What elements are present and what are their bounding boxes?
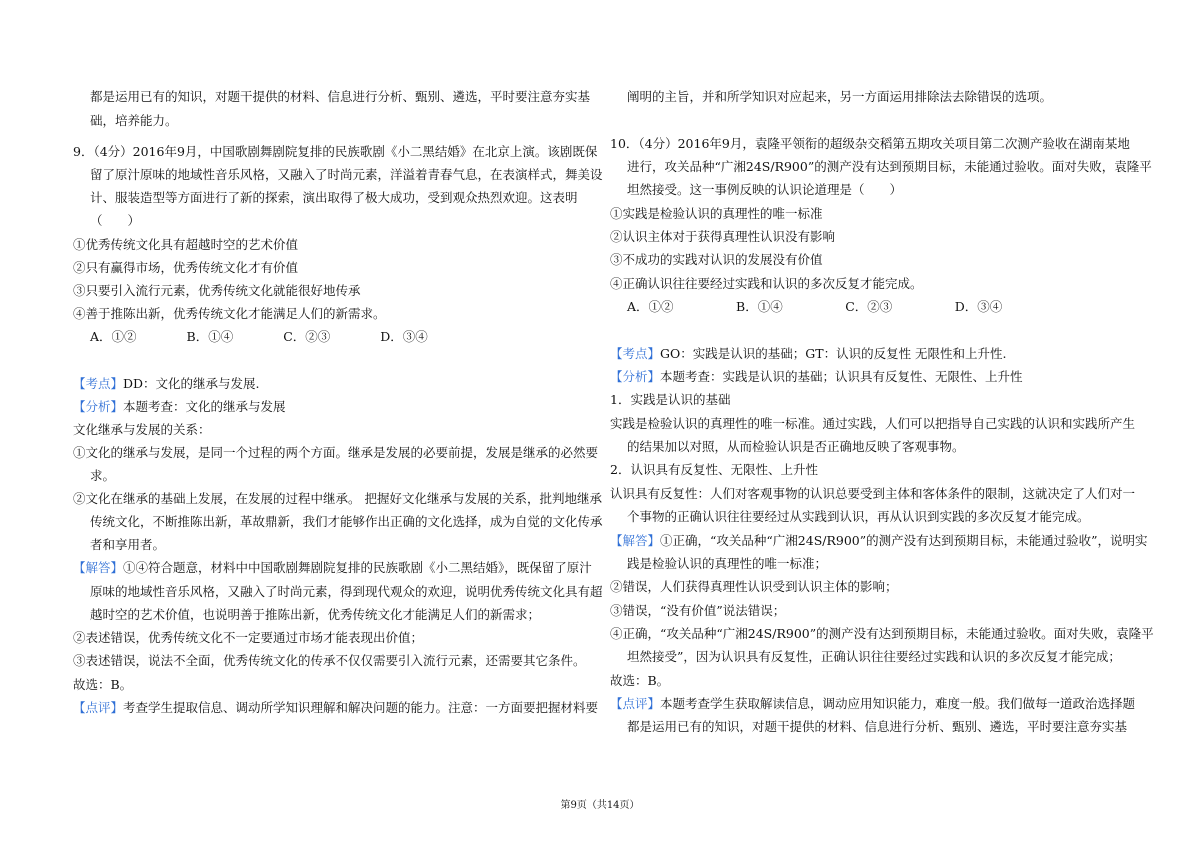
text-line bbox=[73, 144, 597, 160]
text-line bbox=[73, 260, 298, 276]
text-line bbox=[627, 649, 1121, 665]
line-text: ①正确，“攻关品种“广湘24S/R900”的测产没有达到预期目标，未能通过验收”，说明实 bbox=[660, 533, 1148, 548]
text-line bbox=[627, 509, 1090, 525]
text-line bbox=[627, 182, 902, 198]
line-text: A．①② B．①④ C．②③ D．③④ bbox=[90, 329, 428, 344]
text-line bbox=[610, 486, 1135, 502]
text-line bbox=[90, 113, 178, 129]
section-tag: 【分析】 bbox=[73, 399, 124, 414]
line-text: 本题考查：文化的继承与发展 bbox=[123, 399, 286, 414]
line-text: 考查学生提取信息、调动所学知识理解和解决问题的能力。注意：一方面要把握材料要 bbox=[123, 700, 599, 715]
line-text: ④正确认识往往要经过实践和认识的多次反复才能完成。 bbox=[610, 276, 923, 291]
text-line bbox=[90, 514, 603, 530]
text-line bbox=[90, 213, 140, 229]
line-text: ③只要引入流行元素，优秀传统文化就能很好地传承 bbox=[73, 283, 361, 298]
line-text: 故选：B。 bbox=[610, 673, 670, 688]
text-line bbox=[610, 229, 835, 245]
text-line bbox=[610, 696, 1135, 712]
line-text: 原味的地域性音乐风格，又融入了时尚元素，得到现代观众的欢迎，说明优秀传统文化具有超 bbox=[90, 584, 603, 599]
line-text: 求。 bbox=[90, 468, 116, 483]
text-line bbox=[610, 416, 1135, 432]
line-text: 2．认识具有反复性、无限性、上升性 bbox=[610, 462, 818, 477]
text-line bbox=[610, 462, 818, 478]
text-line bbox=[627, 719, 1127, 735]
line-text: ①④符合题意，材料中中国歌剧舞剧院复排的民族歌剧《小二黑结婚》，既保留了原汁 bbox=[123, 560, 592, 575]
line-text: 坦然接受”，因为认识具有反复性，正确认识往往要经过实践和认识的多次反复才能完成； bbox=[627, 649, 1121, 664]
text-line bbox=[73, 653, 586, 669]
line-text: A．①② B．①④ C．②③ D．③④ bbox=[627, 299, 1003, 314]
line-text: 10．（4分）2016年9月，袁隆平领衔的超级杂交稻第五期攻关项目第二次测产验收在湖南某地 bbox=[610, 136, 1130, 151]
line-text: 践是检验认识的真理性的唯一标准； bbox=[627, 556, 828, 571]
line-text: 认识具有反复性：人们对客观事物的认识总要受到主体和客体条件的限制，这就决定了人们对一 bbox=[610, 486, 1136, 501]
text-line bbox=[627, 159, 1152, 175]
line-text: 进行，攻关品种“广湘24S/R900”的测产没有达到预期目标，未能通过验收。面对失败，袁隆平 bbox=[627, 159, 1152, 174]
line-text: ①优秀传统文化具有超越时空的艺术价值 bbox=[73, 237, 299, 252]
line-text: 留了原汁原味的地域性音乐风格，又融入了时尚元素，洋溢着青春气息，在表演样式，舞美设 bbox=[90, 167, 603, 182]
text-line bbox=[73, 283, 361, 299]
section-tag: 【解答】 bbox=[73, 560, 124, 575]
text-line bbox=[627, 299, 1002, 315]
text-line bbox=[90, 468, 115, 484]
text-line bbox=[73, 399, 286, 415]
section-tag: 【考点】 bbox=[73, 376, 124, 391]
line-text: ②只有赢得市场，优秀传统文化才有价值 bbox=[73, 260, 299, 275]
line-text: 者和享用者。 bbox=[90, 537, 166, 552]
text-line bbox=[73, 376, 260, 392]
text-line bbox=[610, 252, 823, 268]
text-line bbox=[610, 579, 898, 595]
line-text: 础，培养能力。 bbox=[90, 113, 178, 128]
section-tag: 【点评】 bbox=[610, 696, 661, 711]
text-line bbox=[73, 422, 211, 438]
text-line bbox=[627, 439, 965, 455]
text-line bbox=[610, 276, 923, 292]
line-text: 本题考查：实践是认识的基础；认识具有反复性、无限性、上升性 bbox=[660, 369, 1023, 384]
text-line bbox=[90, 607, 540, 623]
text-line bbox=[610, 533, 1148, 549]
line-text: ③表述错误，说法不全面，优秀传统文化的传承不仅仅需要引入流行元素，还需要其它条件。 bbox=[73, 653, 586, 668]
line-text: ②错误，人们获得真理性认识受到认识主体的影响； bbox=[610, 579, 898, 594]
line-text: 本题考查学生获取解读信息，调动应用知识能力，难度一般。我们做每一道政治选择题 bbox=[660, 696, 1136, 711]
text-line bbox=[90, 537, 165, 553]
line-text: 1．实践是认识的基础 bbox=[610, 392, 731, 407]
text-line bbox=[90, 329, 428, 345]
line-text: 都是运用已有的知识，对题干提供的材料、信息进行分析、甄别、遴选，平时要注意夯实基 bbox=[90, 89, 591, 104]
line-text: 计、服装造型等方面进行了新的探索，演出取得了极大成功，受到观众热烈欢迎。这表明 bbox=[90, 190, 578, 205]
line-text: 传统文化，不断推陈出新，革故鼎新，我们才能够作出正确的文化选择，成为自觉的文化传承 bbox=[90, 514, 603, 529]
line-text: 的结果加以对照，从而检验认识是否正确地反映了客观事物。 bbox=[627, 439, 965, 454]
section-tag: 【考点】 bbox=[610, 346, 661, 361]
section-tag: 【解答】 bbox=[610, 533, 661, 548]
text-line bbox=[73, 630, 423, 646]
line-text: ②文化在继承的基础上发展，在发展的过程中继承。 把握好文化继承与发展的关系，批判地继承 bbox=[73, 491, 602, 506]
text-line bbox=[610, 392, 730, 408]
line-text: DD：文化的继承与发展. bbox=[123, 376, 260, 391]
line-text: 都是运用已有的知识，对题干提供的材料、信息进行分析、甄别、遴选，平时要注意夯实基 bbox=[627, 719, 1128, 734]
text-line bbox=[610, 626, 1154, 642]
text-line bbox=[73, 306, 386, 322]
line-text: 9．（4分）2016年9月，中国歌剧舞剧院复排的民族歌剧《小二黑结婚》在北京上演。该剧既保 bbox=[73, 144, 598, 159]
text-line bbox=[73, 700, 598, 716]
line-text: ④善于推陈出新，优秀传统文化才能满足人们的新需求。 bbox=[73, 306, 386, 321]
line-text: 个事物的正确认识往往要经过从实践到认识，再从认识到实践的多次反复才能完成。 bbox=[627, 509, 1090, 524]
line-text: ③错误，“没有价值”说法错误； bbox=[610, 603, 786, 618]
section-tag: 【分析】 bbox=[610, 369, 661, 384]
line-text: 越时空的艺术价值，也说明善于推陈出新，优秀传统文化才能满足人们的新需求； bbox=[90, 607, 541, 622]
text-line bbox=[610, 369, 1023, 385]
line-text: ①实践是检验认识的真理性的唯一标准 bbox=[610, 206, 823, 221]
line-text: 文化继承与发展的关系： bbox=[73, 422, 211, 437]
page-footer: 第9页（共14页） bbox=[560, 800, 640, 811]
text-line bbox=[73, 677, 132, 693]
line-text: ②表述错误，优秀传统文化不一定要通过市场才能表现出价值； bbox=[73, 630, 424, 645]
line-text: GO：实践是认识的基础；GT：认识的反复性 无限性和上升性. bbox=[660, 346, 1007, 361]
text-line bbox=[610, 346, 1007, 362]
text-line bbox=[73, 560, 592, 576]
text-line bbox=[90, 167, 603, 183]
section-tag: 【点评】 bbox=[73, 700, 124, 715]
line-text: （ ） bbox=[90, 213, 141, 228]
line-text: 实践是检验认识的真理性的唯一标准。通过实践，人们可以把指导自己实践的认识和实践所产生 bbox=[610, 416, 1136, 431]
text-line bbox=[610, 673, 669, 689]
line-text: 阐明的主旨，并和所学知识对应起来，另一方面运用排除法去除错误的选项。 bbox=[627, 89, 1053, 104]
line-text: ②认识主体对于获得真理性认识没有影响 bbox=[610, 229, 836, 244]
line-text: ④正确，“攻关品种“广湘24S/R900”的测产没有达到预期目标，未能通过验收。面对失败，袁隆平 bbox=[610, 626, 1154, 641]
text-line bbox=[73, 491, 602, 507]
line-text: ③不成功的实践对认识的发展没有价值 bbox=[610, 252, 823, 267]
text-line bbox=[610, 136, 1130, 152]
text-line bbox=[90, 584, 603, 600]
text-line bbox=[90, 190, 578, 206]
text-line bbox=[610, 603, 785, 619]
text-line bbox=[610, 206, 823, 222]
text-line bbox=[73, 237, 298, 253]
text-line bbox=[73, 445, 598, 461]
line-text: 故选：B。 bbox=[73, 677, 133, 692]
line-text: 坦然接受。这一事例反映的认识论道理是（ ） bbox=[627, 182, 903, 197]
text-line bbox=[90, 89, 590, 105]
line-text: ①文化的继承与发展，是同一个过程的两个方面。继承是发展的必要前提，发展是继承的必然要 bbox=[73, 445, 599, 460]
text-line bbox=[627, 556, 827, 572]
text-line bbox=[627, 89, 1052, 105]
